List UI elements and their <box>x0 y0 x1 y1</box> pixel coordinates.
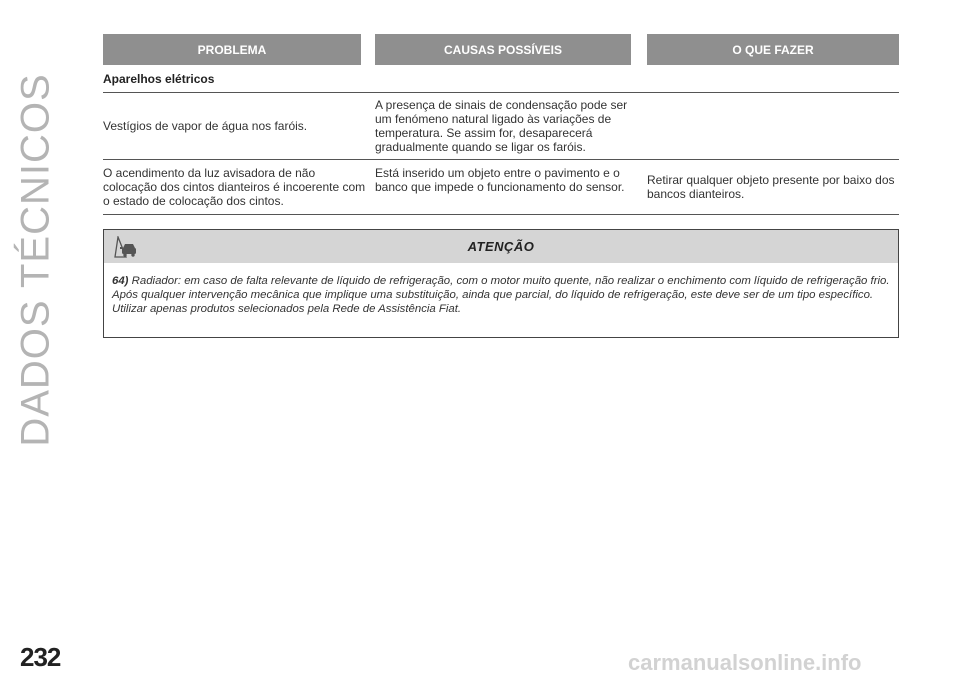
side-section-title: DADOS TÉCNICOS <box>13 73 58 447</box>
note-reference: 64) <box>112 275 129 287</box>
header-problem: PROBLEMA <box>103 34 361 65</box>
warning-text: Radiador: em caso de falta relevante de líquido de refrigeração, com o motor muito quente, não realizar o enchimento com líquido de refrigeração frio. Após qualquer intervenção mecânica que implique uma substituição, ainda que parcial, do líquido de refrigeração, este deve ser de um tipo específico. Utilizar apenas produtos selecionados pela Rede de Assistência Fiat. <box>112 275 890 315</box>
watermark: carmanualsonline.info <box>628 650 862 675</box>
action-cell: Retirar qualquer objeto presente por baixo dos bancos dianteiros. <box>647 173 895 201</box>
causes-cell: A presença de sinais de condensação pode ser um fenómeno natural ligado às variações de temperatura. Se assim for, desaparecerá gradualmente quando se ligar os faróis. <box>375 98 628 154</box>
header-causes: CAUSAS POSSÍVEIS <box>375 34 631 65</box>
warning-title: ATENÇÃO <box>467 239 535 254</box>
header-action: O QUE FAZER <box>647 34 899 65</box>
table-row <box>103 93 899 160</box>
table-row <box>103 160 899 215</box>
problem-cell: O acendimento da luz avisadora de não colocação dos cintos dianteiros é incoerente com o estado de colocação dos cintos. <box>103 166 366 208</box>
page-number: 232 <box>20 642 61 672</box>
warning-box <box>103 229 899 338</box>
warning-header <box>104 230 898 263</box>
causes-cell: Está inserido um objeto entre o pavimento e o banco que impede o funcionamento do sensor. <box>375 166 625 194</box>
car-warning-icon <box>114 236 140 258</box>
warning-body <box>104 263 898 316</box>
problem-cell: Vestígios de vapor de água nos faróis. <box>103 119 308 133</box>
troubleshooting-table <box>103 34 899 215</box>
section-title: Aparelhos elétricos <box>103 65 899 93</box>
table-header <box>103 34 899 65</box>
